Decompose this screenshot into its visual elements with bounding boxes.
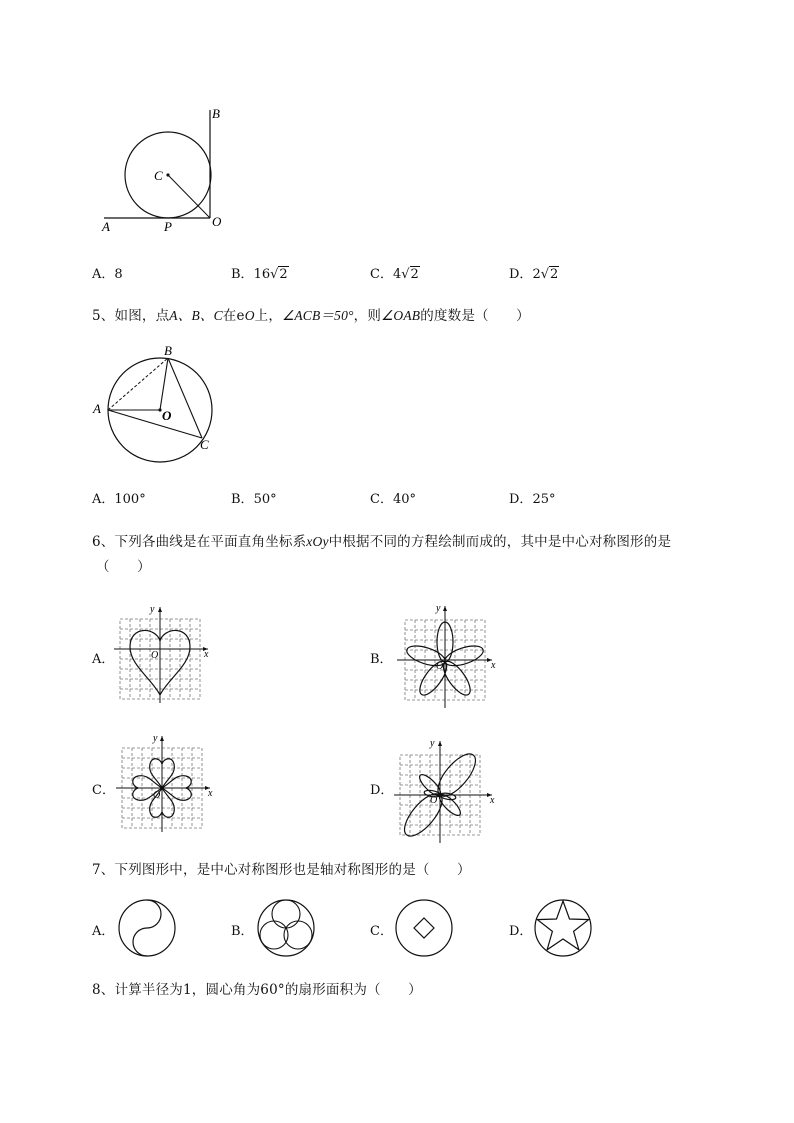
q4-option-c: C．4√2 <box>370 267 419 282</box>
q7-figure-c-square <box>394 898 454 958</box>
q7-stem: 7、下列图形中，是中心对称图形也是轴对称图形的是（ ） <box>92 862 471 878</box>
svg-text:y: y <box>150 604 155 615</box>
q5-label-o: O <box>162 408 172 423</box>
q6-graph-a <box>112 603 212 703</box>
q5-label-c: C <box>200 437 209 452</box>
q4-option-d: D．2√2 <box>509 267 559 282</box>
q5-label-a: A <box>93 401 101 416</box>
q4-label-c: C <box>154 168 163 183</box>
q5-stem: 5、如图，点A、B、C在eO上，∠ACB＝50°，则∠OAB的度数是（ ） <box>92 308 530 324</box>
q5-option-d: D．25° <box>509 492 556 507</box>
svg-text:O: O <box>430 795 438 806</box>
q4-label-p: P <box>164 219 172 234</box>
q6-option-b-letter: B． <box>370 652 393 667</box>
sqrt-sign: √ <box>401 267 410 282</box>
q8-stem: 8、计算半径为1，圆心角为60°的扇形面积为（ ） <box>92 982 422 998</box>
svg-text:x: x <box>490 795 495 806</box>
q5-option-b: B．50° <box>231 492 277 507</box>
svg-text:O: O <box>153 790 161 801</box>
q4-label-a: A <box>102 219 110 234</box>
q4-label-o: O <box>212 214 222 229</box>
svg-text:y: y <box>430 738 435 749</box>
q5-segment-bc <box>168 358 202 438</box>
svg-text:y: y <box>436 603 441 614</box>
q6-option-d-letter: D． <box>370 783 394 798</box>
q6-graph-c <box>112 732 222 832</box>
q7-figure-d-star <box>533 898 593 958</box>
q7-option-d-letter: D． <box>509 924 533 939</box>
q4-center-dot <box>166 173 169 176</box>
q6-option-a-letter: A． <box>92 652 115 667</box>
q7-figure-b-three-arcs <box>256 898 316 958</box>
sqrt-sign: √ <box>270 267 279 282</box>
svg-text:y: y <box>153 733 158 744</box>
sqrt-sign: √ <box>540 267 550 282</box>
svg-text:O: O <box>151 650 159 661</box>
q4-segment-co <box>168 175 210 218</box>
q5-option-c: C．40° <box>370 492 416 507</box>
q4-option-b: B．16√2 <box>231 267 288 282</box>
q5-figure <box>92 342 222 467</box>
q5-option-a: A．100° <box>92 492 146 507</box>
q6-paren: （ ） <box>96 559 151 575</box>
q7-option-c-letter: C． <box>370 924 393 939</box>
q6-graph-b <box>392 600 502 712</box>
svg-text:O: O <box>436 661 444 672</box>
q4-label-b: B <box>212 106 220 121</box>
q6-option-c-letter: C． <box>92 783 115 798</box>
q6-graph-d <box>392 735 502 845</box>
q5-segment-ab <box>108 358 168 410</box>
q7-option-a-letter: A． <box>92 924 115 939</box>
svg-text:x: x <box>491 660 496 671</box>
q5-segment-ac <box>108 410 202 438</box>
q4-option-a: A．8 <box>92 267 123 282</box>
q7-figure-a-yinyang <box>117 898 177 958</box>
svg-text:x: x <box>204 649 209 660</box>
q5-label-b: B <box>164 343 172 358</box>
q7-option-b-letter: B． <box>231 924 254 939</box>
q4-figure <box>96 102 236 237</box>
q5-segment-ob <box>160 358 168 410</box>
svg-text:x: x <box>208 788 213 799</box>
q6-stem: 6、下列各曲线是在平面直角坐标系xOy中根据不同的方程绘制而成的，其中是中心对称图形的是 <box>92 534 672 550</box>
